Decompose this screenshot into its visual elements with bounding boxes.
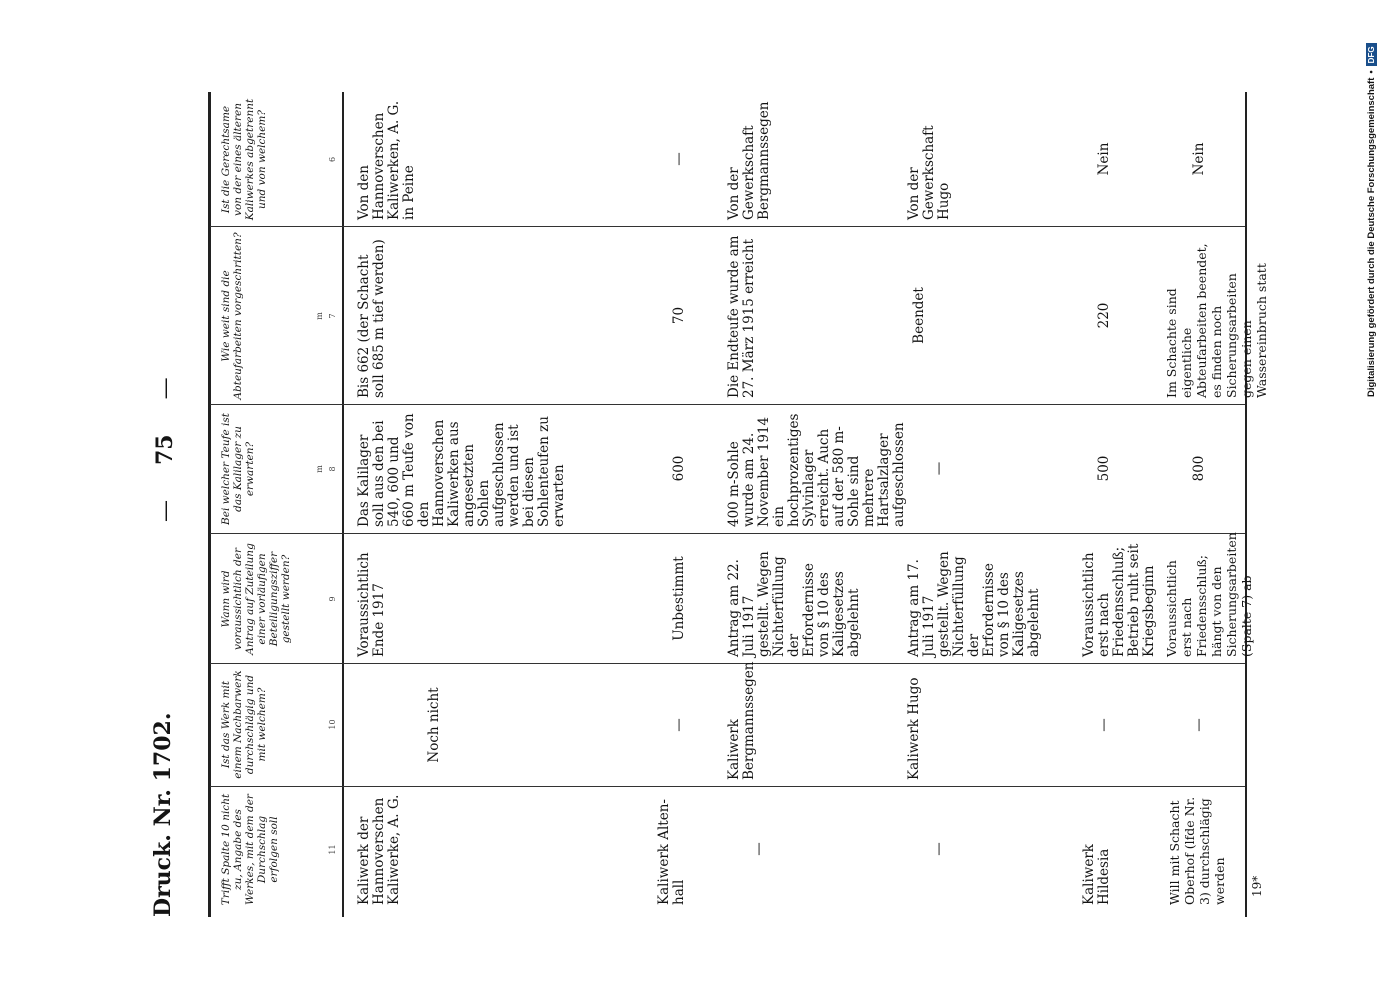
table-cell-r4-c8: — xyxy=(931,461,947,476)
left-dash: — xyxy=(153,500,178,522)
col-unit-7: m xyxy=(315,312,324,320)
table-cell-r5-c11: Kaliwerk Hildesia xyxy=(1081,844,1112,905)
table-cell-r6-c11: Will mit Schacht Oberhof (lfde Nr. 3) durchschlägig werden xyxy=(1167,796,1227,905)
col-header-7: Wie weit sind die Abteufarbeiten vorgeschritten? xyxy=(220,232,244,400)
table-cell-r4-c11: — xyxy=(931,842,947,856)
table-cell-r2-c11: Kaliwerk Alten-hall xyxy=(656,799,687,905)
col-divider xyxy=(210,404,1245,405)
col-number-9: 9 xyxy=(328,596,337,602)
table-cell-r3-c11: — xyxy=(751,842,767,856)
table-cell-r5-c10: — xyxy=(1096,718,1112,732)
col-header-9: Wann wird voraussichtlich der Antrag auf Zuteilung einer vorläufigen Beteiligungsziffer gestellt werden? xyxy=(220,543,292,655)
col-divider xyxy=(210,533,1245,534)
table-cell-r2-c8: 600 xyxy=(671,455,687,482)
page-number: 75 xyxy=(152,434,178,465)
col-number-6: 6 xyxy=(328,156,337,163)
table-cell-r2-c6: — xyxy=(671,152,687,166)
table-cell-r2-c9: Unbestimmt xyxy=(671,556,687,641)
table-cell-r1-c9: Voraussichtlich Ende 1917 xyxy=(356,552,387,657)
col-header-6: Ist die Gerechtsame von der eines älteren Kaliwerkes abgetrennt und von welchem? xyxy=(220,98,268,221)
col-number-7: 7 xyxy=(328,313,337,319)
col-header-11: Trifft Spalte 10 nicht zu, Angabe des Werkes, mit dem der Durchschlag erfolgen soll xyxy=(220,793,280,906)
table-cell-r5-c8: 500 xyxy=(1096,455,1112,482)
table-cell-r4-c7: Beendet xyxy=(911,287,927,344)
table-cell-r6-c8: 800 xyxy=(1191,455,1207,482)
table-cell-r2-c10: — xyxy=(671,718,687,732)
page-number-block xyxy=(152,377,178,522)
right-dash: — xyxy=(153,377,178,400)
table-cell-r1-c6: Von den Hannoverschen Kaliwerken, A. G. in Peine xyxy=(356,100,417,220)
col-header-8: Bei welcher Teufe ist das Kalilager zu erwarten? xyxy=(220,413,256,525)
table-cell-r4-c6: Von der Gewerkschaft Hugo xyxy=(906,125,952,220)
col-number-10: 10 xyxy=(328,719,337,730)
table-cell-r3-c6: Von der Gewerkschaft Bergmannssegen xyxy=(726,101,772,220)
dfg-logo: DFG xyxy=(1366,43,1377,66)
col-divider xyxy=(210,786,1245,787)
table-cell-r3-c8: 400 m-Sohle wurde am 24. November 1914 ein hochprozentiges Sylvinlager erreicht. Auch auf der 580 m-Sohle sind mehrere Hartsalzlager aufgeschlossen xyxy=(726,413,907,527)
print-reference: Druck. Nr. 1702. xyxy=(150,712,176,917)
table-cell-r3-c10: Kaliwerk Bergmannssegen xyxy=(726,661,757,780)
table-top-rule xyxy=(208,92,211,917)
table-cell-r1-c11: Kaliwerk der Hannoverschen Kaliwerke, A. G. xyxy=(356,794,402,905)
table-cell-r3-c9: Antrag am 22. Juli 1917 gestellt. Wegen Nichterfüllung der Erfordernisse von § 10 des Kaligesetzes abgelehnt xyxy=(726,551,862,657)
table-cell-r2-c7: 70 xyxy=(671,306,687,325)
table-cell-r6-c7: Im Schachte sind eigentliche Abteufarbeiten beendet, es finden noch Sicherungsarbeiten gegen einen Wassereinbruch statt xyxy=(1164,243,1269,398)
table-bottom-rule xyxy=(1245,92,1247,917)
col-header-10: Ist das Werk mit einem Nachbarwerk durchschlägig und mit welchem? xyxy=(220,670,268,779)
rotated-document-page xyxy=(150,92,1370,917)
table-cell-r4-c9: Antrag am 17. Juli 1917 gestellt. Wegen Nichterfüllung der Erfordernisse von § 10 des Kaligesetzes abgelehnt xyxy=(906,551,1042,657)
table-cell-r1-c10: Noch nicht xyxy=(426,687,442,763)
table-header-rule xyxy=(342,92,344,917)
table-cell-r1-c7: Bis 662 (der Schacht soll 685 m tief werden) xyxy=(356,239,387,398)
table-cell-r6-c9: Voraussichtlich erst nach Friedensschluß; hängt von den Sicherungsarbeiten (Spalte 7) ab xyxy=(1164,532,1254,657)
signature-mark: 19* xyxy=(1250,875,1264,897)
table-cell-r1-c8: Das Kalilager soll aus den bei 540, 600 und 660 m Teufe von den Hannoverschen Kaliwerken aus angesetzten Sohlen aufgeschlossen werden und ist bei diesen Sohlenteufen zu erwarten xyxy=(356,413,567,527)
table-cell-r3-c7: Die Endteufe wurde am 27. März 1915 erreicht xyxy=(726,235,757,398)
col-unit-8: m xyxy=(315,465,324,473)
dfg-note-text: Digitalisierung gefördert durch die Deutsche Forschungsgemeinschaft xyxy=(1365,77,1377,397)
col-number-8: 8 xyxy=(328,466,337,472)
table-cell-r5-c7: 220 xyxy=(1096,302,1112,329)
col-divider xyxy=(210,226,1245,227)
col-divider xyxy=(210,663,1245,664)
table-cell-r5-c9: Voraussichtlich erst nach Friedensschluß; Betrieb ruht seit Kriegsbeginn xyxy=(1081,543,1157,657)
col-number-11: 11 xyxy=(328,844,337,855)
dfg-side-note: Digitalisierung gefördert durch die Deutsche Forschungsgemeinschaft • DFG xyxy=(1363,12,1379,397)
table-cell-r4-c10: Kaliwerk Hugo xyxy=(906,677,922,780)
table-cell-r6-c6: Nein xyxy=(1191,142,1207,176)
table-cell-r5-c6: Nein xyxy=(1096,142,1112,176)
table-cell-r6-c10: — xyxy=(1191,718,1207,732)
